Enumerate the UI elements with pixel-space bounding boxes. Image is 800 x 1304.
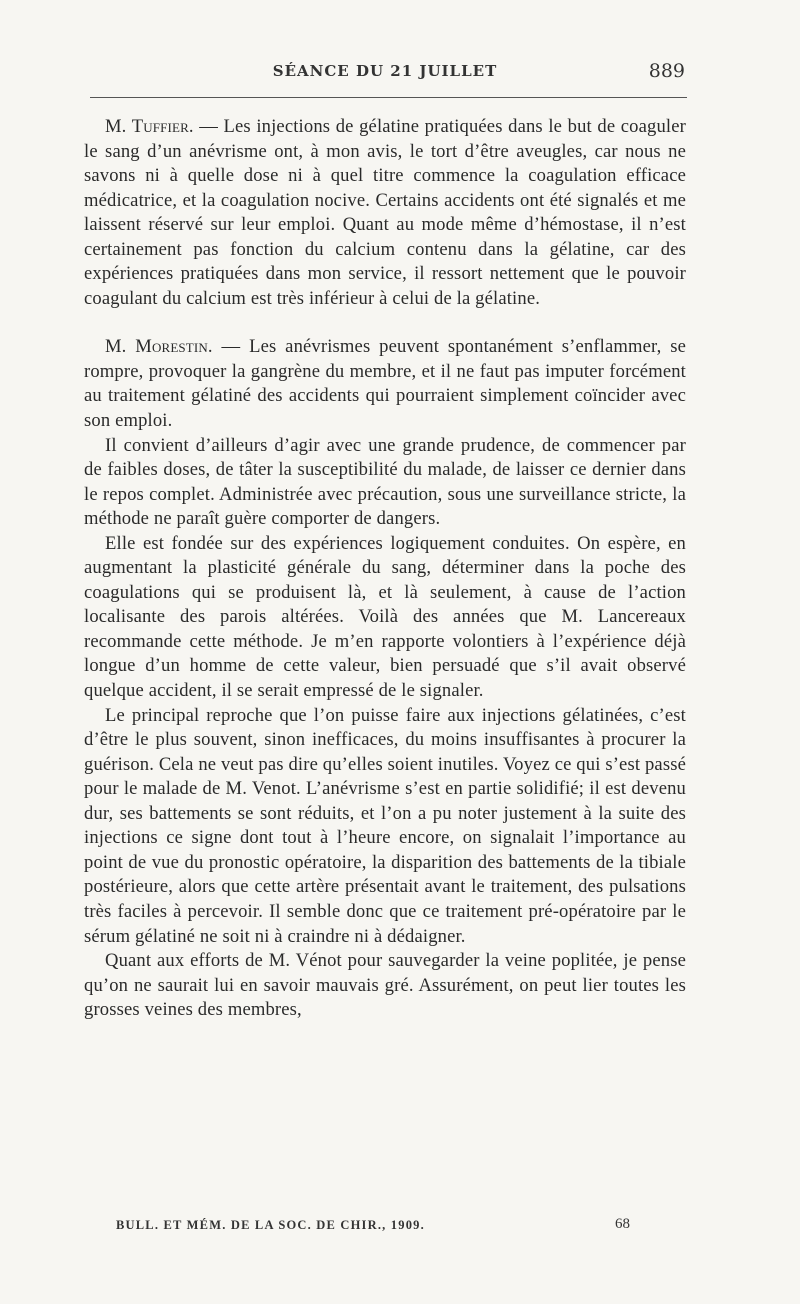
running-title: SÉANCE DU 21 JUILLET xyxy=(272,62,498,80)
signature-mark: 68 xyxy=(615,1216,630,1232)
paragraph-text: Il convient d’ailleurs d’agir avec une grande prudence, de commencer par de faibles doses, de tâter la susceptibilité du malade, de laisser ce dernier dans le repos complet. Administrée avec précaution, sous une surveillance stricte, la méthode ne paraît guère comporter de dangers. xyxy=(84,434,686,530)
running-head xyxy=(85,60,685,86)
paragraph-morestin xyxy=(84,335,686,433)
page-number: 889 xyxy=(648,60,685,82)
paragraph xyxy=(84,532,686,704)
paragraph-text: Quant aux efforts de M. Vénot pour sauvegarder la veine poplitée, je pense qu’on ne saurait lui en savoir mauvais gré. Assurément, on peut lier toutes les grosses veines des membres, xyxy=(84,950,686,1021)
paragraph xyxy=(84,434,686,532)
body-text xyxy=(84,115,686,1023)
speaker-name: M. Tuffier. xyxy=(105,116,194,137)
header-rule xyxy=(90,97,687,98)
page-footer xyxy=(116,1216,630,1238)
paragraph-text: — Les injections de gélatine pratiquées dans le but de coaguler le sang d’un anévrisme ont, à mon avis, le tort d’être aveugles, car nous ne savons ni à quelle dose ni à quel titre commence la coagulation efficace médicatrice, et la coagulation nocive. Certains accidents ont été signalés et me laissent réservé sur leur emploi. Quant au mode même d’hémostase, il n’est certainement pas fonction du calcium contenu dans la gélatine, car des expériences pratiquées dans mon service, il ressort nettement que le pouvoir coagulant du calcium est très inférieur à celui de la gélatine. xyxy=(84,116,686,309)
footer-reference: BULL. ET MÉM. DE LA SOC. DE CHIR., 1909. xyxy=(116,1218,425,1232)
paragraph-text: Elle est fondée sur des expériences logiquement conduites. On espère, en augmentant la plasticité générale du sang, déterminer dans la poche des coagulations qui se produisent là, et là seulement, à cause de l’action localisante des parois altérées. Voilà des années que M. Lancereaux recommande cette méthode. Je m’en rapporte volontiers à l’expérience déjà longue d’un homme de cette valeur, bien persuadé que s’il avait observé quelque accident, il se serait empressé de le signaler. xyxy=(84,532,686,702)
paragraph-tuffier xyxy=(84,115,686,311)
paragraph xyxy=(84,704,686,949)
paragraph-text: — Les anévrismes peuvent spontanément s’enflammer, se rompre, provoquer la gangrène du membre, et il ne faut pas imputer forcément au traitement gélatiné des accidents qui pourraient simplement coïncider avec son emploi. xyxy=(84,336,686,432)
paragraph xyxy=(84,949,686,1023)
speaker-name: M. Morestin. xyxy=(105,336,213,358)
paragraph-text: Le principal reproche que l’on puisse faire aux injections gélatinées, c’est d’être le plus souvent, sinon inefficaces, du moins insuffisantes à procurer la guérison. Cela ne veut pas dire qu’elles soient inutiles. Voyez ce qui s’est passé pour le malade de M. Venot. L’anévrisme s’est en partie solidifié; il est devenu dur, ses battements se sont réduits, et l’on a pu noter justement à la suite des injections ce signe dont tout à l’heure encore, on signalait l’importance au point de vue du pronostic opératoire, la disparition des battements de la tibiale postérieure, alors que cette artère présentait avant le traitement, des pulsations très faciles à percevoir. Il semble donc que ce traitement pré-opératoire par le sérum gélatiné ne soit ni à craindre ni à dédaigner. xyxy=(84,704,686,947)
